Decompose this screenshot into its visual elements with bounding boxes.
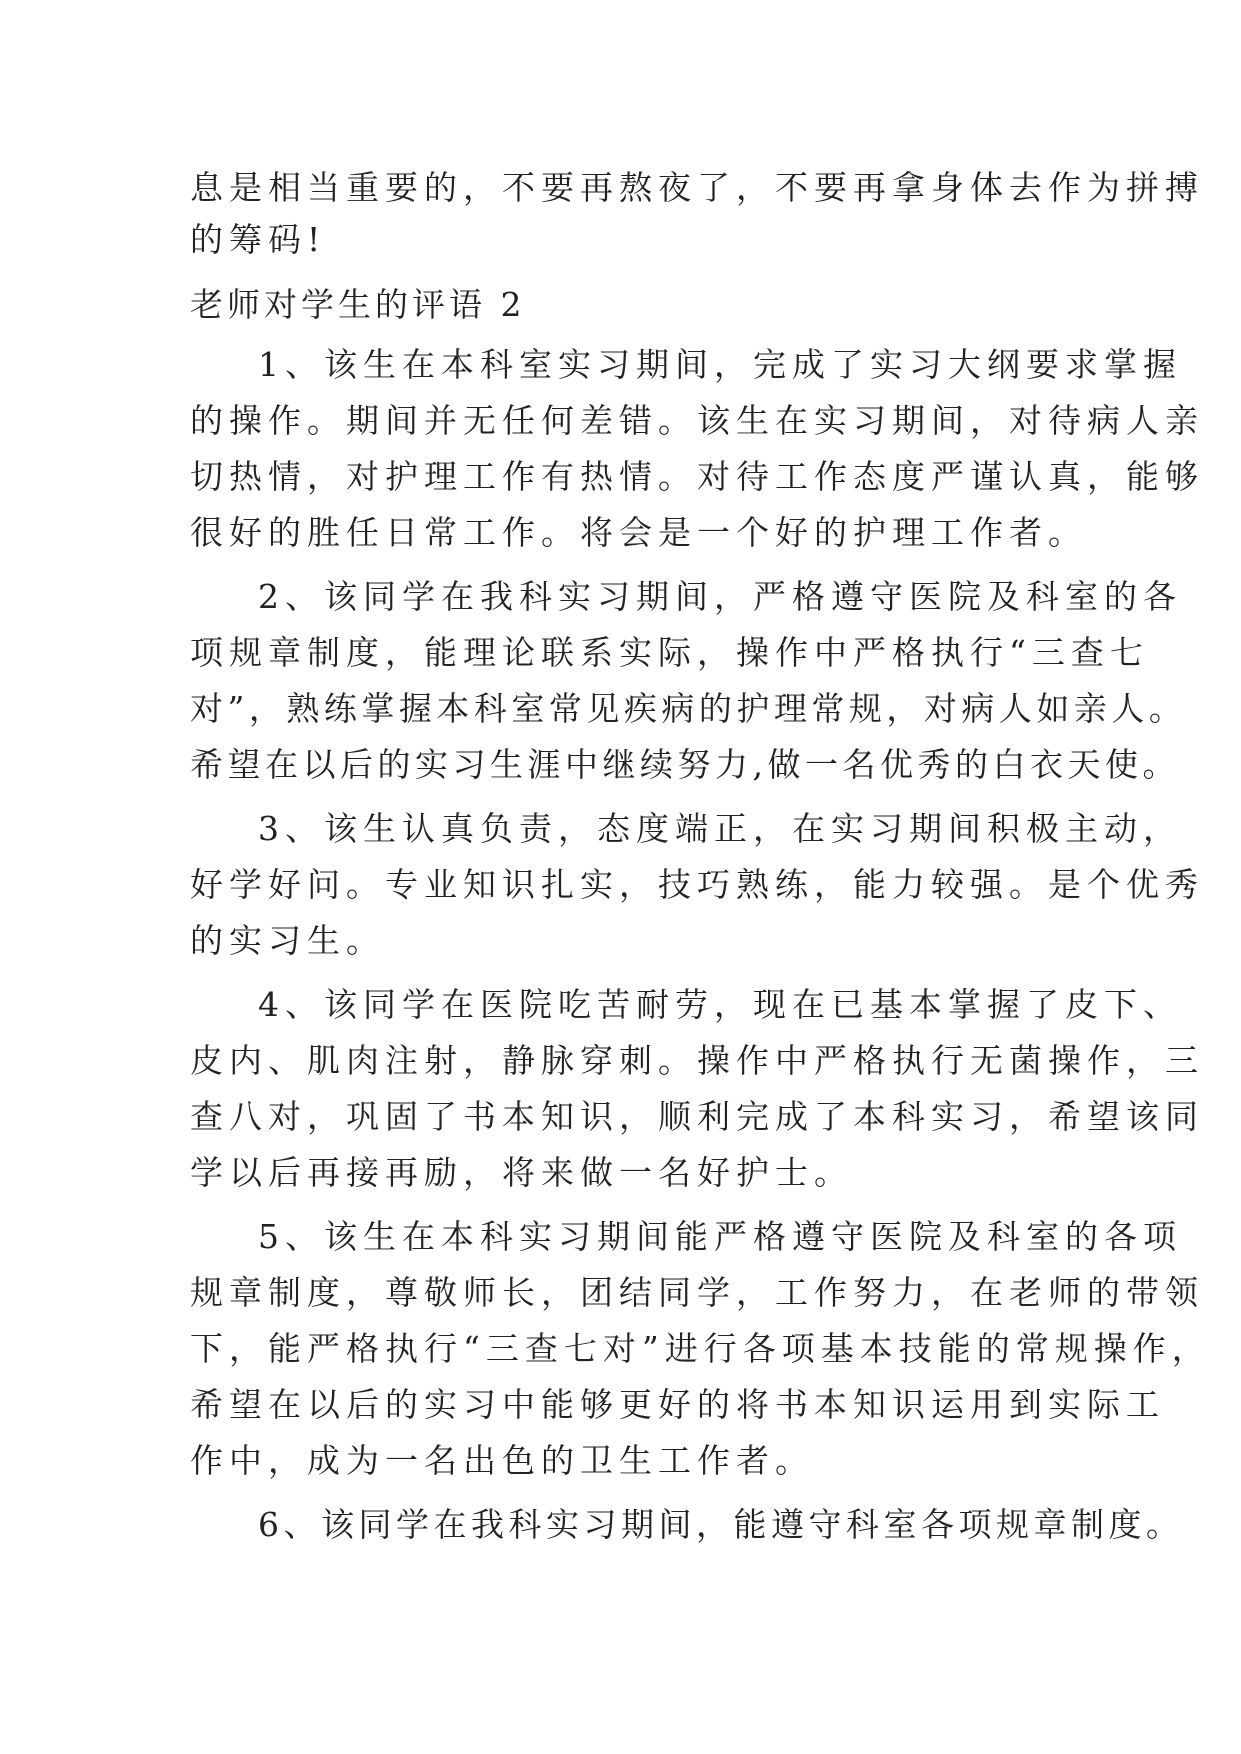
paragraph-1-line: 切热情，对护理工作有热情。对待工作态度严谨认真，能够 <box>190 457 1204 496</box>
paragraph-5-line: 希望在以后的实习中能够更好的将书本知识运用到实际工 <box>190 1385 1165 1424</box>
paragraph-5-line: 5、该生在本科实习期间能严格遵守医院及科室的各项 <box>258 1217 1182 1256</box>
intro-line: 的筹码! <box>190 220 327 259</box>
paragraph-2-line: 2、该同学在我科实习期间，严格遵守医院及科室的各 <box>258 577 1182 616</box>
paragraph-4-line: 皮内、肌肉注射，静脉穿刺。操作中严格执行无菌操作，三 <box>190 1041 1204 1080</box>
paragraph-3-line: 3、该生认真负责，态度端正，在实习期间积极主动， <box>258 809 1182 848</box>
paragraph-4-line: 4、该同学在医院吃苦耐劳，现在已基本掌握了皮下、 <box>258 985 1182 1024</box>
paragraph-2-line: 希望在以后的实习生涯中继续努力,做一名优秀的白衣天使。 <box>190 745 1180 784</box>
paragraph-2-line: 对”，熟练掌握本科室常见疾病的护理常规，对病人如亲人。 <box>190 689 1187 728</box>
paragraph-3-line: 的实习生。 <box>190 921 385 960</box>
paragraph-1-line: 的操作。期间并无任何差错。该生在实习期间，对待病人亲 <box>190 401 1204 440</box>
paragraph-1-line: 1、该生在本科室实习期间，完成了实习大纲要求掌握 <box>258 345 1182 384</box>
paragraph-5-line: 下，能严格执行“三查七对”进行各项基本技能的常规操作， <box>190 1329 1211 1368</box>
paragraph-2-line: 项规章制度，能理论联系实际，操作中严格执行“三查七 <box>190 633 1149 672</box>
section-title: 老师对学生的评语 2 <box>190 285 526 324</box>
intro-line: 息是相当重要的，不要再熬夜了，不要再拿身体去作为拼搏 <box>190 168 1204 207</box>
paragraph-4-line: 学以后再接再励，将来做一名好护士。 <box>190 1153 853 1192</box>
paragraph-4-line: 查八对，巩固了书本知识，顺利完成了本科实习，希望该同 <box>190 1097 1204 1136</box>
paragraph-3-line: 好学好问。专业知识扎实，技巧熟练，能力较强。是个优秀 <box>190 865 1204 904</box>
paragraph-6-line: 6、该同学在我科实习期间，能遵守科室各项规章制度。 <box>258 1505 1184 1544</box>
paragraph-5-line: 规章制度，尊敬师长，团结同学，工作努力，在老师的带领 <box>190 1273 1204 1312</box>
paragraph-5-line: 作中，成为一名出色的卫生工作者。 <box>190 1441 814 1480</box>
paragraph-1-line: 很好的胜任日常工作。将会是一个好的护理工作者。 <box>190 513 1087 552</box>
